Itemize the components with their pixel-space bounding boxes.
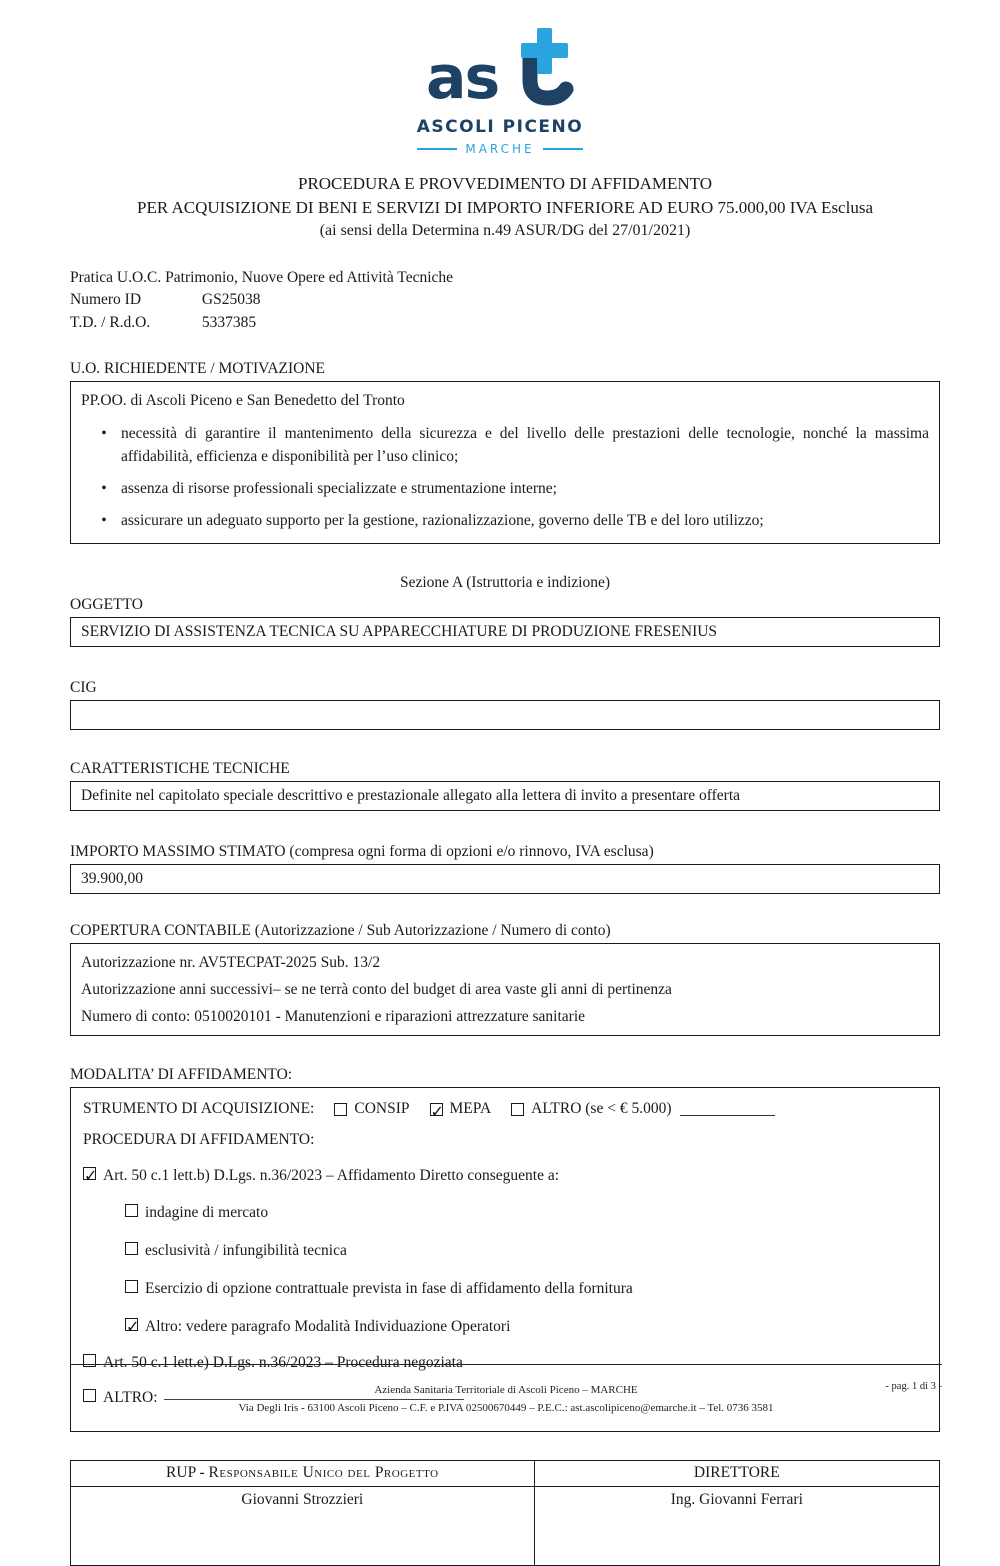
modalita-heading: MODALITA’ DI AFFIDAMENTO:: [70, 1066, 293, 1083]
modalita-item-esclusivita: esclusività / infungibilità tecnica: [125, 1239, 927, 1264]
option-altro-label: ALTRO (se < € 5.000): [531, 1100, 672, 1117]
copertura-box: [70, 943, 940, 1036]
richiedente-bullet: • assicurare un adeguato supporto per la gestione, razionalizzazione, governo delle TB e del loro utilizzo;: [81, 509, 929, 532]
rup-header-cell: [71, 1461, 534, 1487]
sezione-a-heading: Sezione A (Istruttoria e indizione): [399, 573, 611, 591]
option-altro-strumento: [511, 1097, 774, 1122]
pratica-row-numero-id: [70, 289, 940, 311]
oggetto-box: SERVIZIO DI ASSISTENZA TECNICA SU APPARECCHIATURE DI PRODUZIONE FRESENIUS: [70, 617, 940, 647]
caratteristiche-box: Definite nel capitolato speciale descrittivo e prestazionale allegato alla lettera di invito a presentare offerta: [70, 781, 940, 811]
checkbox-altro-vedere: [125, 1318, 138, 1331]
footer-address-line: Via Degli Iris - 63100 Ascoli Piceno – C.F. e P.IVA 02500670449 – P.E.C.: ast.ascolipiceno@emarche.it – Tel. 0736 3581: [238, 1401, 774, 1414]
strumento-label: STRUMENTO DI ACQUISIZIONE:: [83, 1100, 315, 1117]
bullet-icon: •: [101, 424, 107, 442]
richiedente-heading: U.O. RICHIEDENTE / MOTIVAZIONE: [70, 360, 326, 378]
richiedente-intro: PP.OO. di Ascoli Piceno e San Benedetto del Tronto: [81, 392, 405, 410]
logo-region-label: MARCHE: [465, 142, 535, 156]
pratica-value: 5337385: [201, 313, 257, 331]
modalita-item-art50-lettb: ✓ Art. 50 c.1 lett.b) D.Lgs. n.36/2023 – Affidamento Diretto conseguente a:: [83, 1164, 927, 1189]
importo-box: 39.900,00: [70, 864, 940, 894]
option-consip-label: CONSIP: [354, 1100, 410, 1117]
page-footer: [70, 1364, 942, 1417]
copertura-line: Autorizzazione nr. AV5TECPAT-2025 Sub. 13/2: [81, 953, 381, 971]
document-page: [0, 26, 1000, 1509]
pratica-label: T.D. / R.d.O.: [70, 313, 151, 331]
importo-heading: IMPORTO MASSIMO STIMATO (compresa ogni forma di opzioni e/o rinnovo, IVA esclusa): [70, 842, 654, 860]
ast-logo: [390, 26, 610, 156]
checkbox-art50-lettb: [83, 1167, 96, 1180]
copertura-heading: COPERTURA CONTABILE (Autorizzazione / Sub Autorizzazione / Numero di conto): [70, 921, 611, 939]
checkbox-esercizio: [125, 1280, 138, 1293]
rup-name-cell: Giovanni Strozzieri: [241, 1491, 364, 1509]
signature-table: [70, 1460, 940, 1566]
checkbox-consip: [334, 1103, 347, 1116]
modalita-item-indagine: indagine di mercato: [125, 1201, 927, 1226]
oggetto-heading: OGGETTO: [70, 595, 143, 613]
option-mepa: [430, 1097, 492, 1122]
cig-box: [70, 700, 940, 730]
logo-org-name: ASCOLI PICENO: [416, 117, 584, 137]
procedura-label: PROCEDURA DI AFFIDAMENTO:: [83, 1130, 315, 1148]
logo-region-row: [390, 142, 610, 156]
modalita-item-art50-lette: Art. 50 c.1 lett.e) D.Lgs. n.36/2023 – Procedura negoziata: [83, 1351, 927, 1376]
bullet-icon: •: [101, 480, 107, 498]
option-mepa-label: MEPA: [449, 1100, 492, 1117]
richiedente-bullet: • necessità di garantire il mantenimento della sicurezza e del livello delle prestazioni delle tecnologie, nonché la massima affidabilità, efficienza e disponibilità per l’uso clinico;: [81, 422, 929, 469]
logo-line-right: [543, 148, 583, 150]
modalita-item-esercizio: Esercizio di opzione contrattuale prevista in fase di affidamento della fornitura: [125, 1277, 927, 1302]
title-line-2: PER ACQUISIZIONE DI BENI E SERVIZI DI IMPORTO INFERIORE AD EURO 75.000,00 IVA Esclusa: [136, 198, 873, 218]
pratica-label: Numero ID: [70, 291, 142, 309]
altro-strumento-blank-line: [680, 1102, 775, 1116]
richiedente-box: [70, 381, 940, 543]
checkbox-esclusivita: [125, 1242, 138, 1255]
richiedente-bullet: • assenza di risorse professionali specializzate e strumentazione interne;: [81, 477, 929, 500]
footer-org-line: Azienda Sanitaria Territoriale di Ascoli Piceno – MARCHE: [374, 1384, 638, 1396]
caratteristiche-heading: CARATTERISTICHE TECNICHE: [70, 759, 290, 777]
option-consip: [334, 1097, 409, 1122]
bullet-icon: •: [101, 512, 107, 530]
checkbox-altro-strumento: [511, 1103, 524, 1116]
pratica-block: [70, 267, 940, 334]
cig-heading: CIG: [70, 678, 97, 696]
title-line-1: PROCEDURA E PROVVEDIMENTO DI AFFIDAMENTO: [297, 174, 713, 193]
footer-org-block: [70, 1382, 942, 1417]
modalita-item-altro-vedere: ✓ Altro: vedere paragrafo Modalità Individuazione Operatori: [125, 1315, 927, 1340]
copertura-line: Numero di conto: 0510020101 - Manutenzioni e riparazioni attrezzature sanitarie: [81, 1007, 585, 1025]
direttore-header-cell: DIRETTORE: [534, 1461, 939, 1487]
document-title: [70, 172, 940, 243]
direttore-name-cell: Ing. Giovanni Ferrari: [534, 1487, 939, 1565]
pratica-intro: Pratica U.O.C. Patrimonio, Nuove Opere ed Attività Tecniche: [70, 268, 454, 286]
rup-header-prefix: RUP -: [166, 1464, 205, 1482]
modalita-item-altro-final: ALTRO:: [83, 1386, 927, 1411]
footer-divider: [70, 1364, 942, 1365]
svg-text:as: as: [426, 43, 499, 113]
footer-page-number: - pag. 1 di 3 -: [885, 1381, 942, 1392]
pratica-row-td-rdo: [70, 312, 940, 334]
copertura-line: Autorizzazione anni successivi– se ne terrà conto del budget di area vaste gli anni di pertinenza: [81, 980, 672, 998]
checkbox-indagine: [125, 1204, 138, 1217]
ast-logo-icon: [424, 26, 576, 113]
title-line-3: (ai sensi della Determina n.49 ASUR/DG del 27/01/2021): [319, 222, 691, 240]
checkbox-mepa: [430, 1103, 443, 1116]
pratica-value: GS25038: [201, 291, 261, 309]
strumento-row: [83, 1097, 927, 1122]
rup-header-title: Responsabile Unico del Progetto: [208, 1464, 439, 1482]
logo-line-left: [417, 148, 457, 150]
